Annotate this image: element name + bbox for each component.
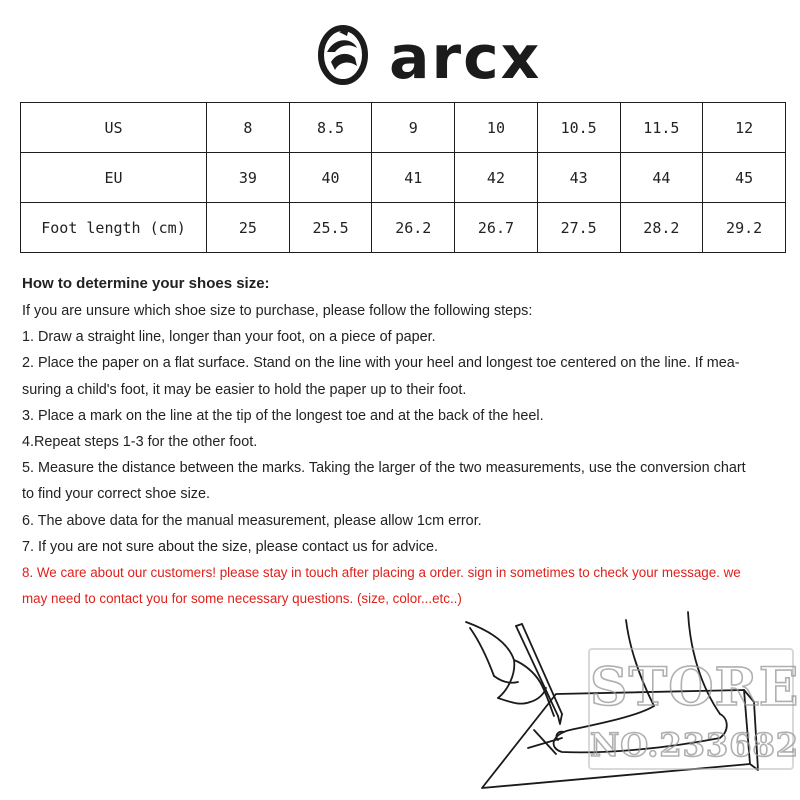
instruction-step: 6. The above data for the manual measurement, please allow 1cm error.	[22, 512, 482, 529]
instructions-heading: How to determine your shoes size:	[22, 275, 270, 292]
table-cell: 43	[537, 153, 620, 203]
table-cell: 42	[455, 153, 538, 203]
instruction-step: 1. Draw a straight line, longer than your foot, on a piece of paper.	[22, 329, 436, 346]
table-cell: 39	[207, 153, 290, 203]
watermark-store-text: STORE	[590, 657, 800, 718]
instruction-step: 4.Repeat steps 1-3 for the other foot.	[22, 434, 258, 451]
table-cell: 10.5	[537, 103, 620, 153]
table-cell: 9	[372, 103, 455, 153]
table-cell: 44	[620, 153, 703, 203]
table-cell: 26.2	[372, 203, 455, 253]
table-cell: 45	[703, 153, 786, 203]
arcx-logo-mark	[313, 22, 573, 90]
table-cell: 25	[207, 203, 290, 253]
table-cell: 12	[703, 103, 786, 153]
table-cell: 8	[207, 103, 290, 153]
instruction-step: 7. If you are not sure about the size, please contact us for advice.	[22, 538, 438, 555]
table-row-us	[21, 103, 786, 153]
row-label: EU	[21, 153, 207, 203]
instructions-intro: If you are unsure which shoe size to purchase, please follow the following steps:	[22, 303, 533, 319]
table-row-eu	[21, 153, 786, 203]
table-cell: 26.7	[455, 203, 538, 253]
table-cell: 40	[289, 153, 372, 203]
table-cell: 41	[372, 153, 455, 203]
instruction-step: 2. Place the paper on a flat surface. Stand on the line with your heel and longest toe centered on the line. If mea-	[22, 355, 740, 372]
table-cell: 8.5	[289, 103, 372, 153]
table-cell: 29.2	[703, 203, 786, 253]
logo-wordmark: arcx	[389, 23, 542, 90]
table-cell: 10	[455, 103, 538, 153]
customer-notice: 8. We care about our customers! please stay in touch after placing a order. sign in sometimes to check your message. we	[22, 565, 741, 581]
table-cell: 27.5	[537, 203, 620, 253]
row-label: Foot length (cm)	[21, 203, 207, 253]
table-cell: 11.5	[620, 103, 703, 153]
measuring-drawing-icon	[458, 602, 784, 794]
customer-notice: may need to contact you for some necessary questions. (size, color...etc..)	[22, 591, 462, 607]
table-cell: 28.2	[620, 203, 703, 253]
size-instructions	[22, 270, 782, 612]
row-label: US	[21, 103, 207, 153]
watermark-store-number: NO.233682	[590, 726, 799, 764]
size-chart-table	[20, 102, 786, 253]
table-cell: 25.5	[289, 203, 372, 253]
instruction-step: 3. Place a mark on the line at the tip of the longest toe and at the back of the heel.	[22, 407, 544, 424]
table-row-foot-length	[21, 203, 786, 253]
foot-measuring-illustration	[458, 602, 784, 794]
instruction-step: suring a child's foot, it may be easier to hold the paper up to their foot.	[22, 381, 467, 398]
instruction-step: to find your correct shoe size.	[22, 486, 210, 503]
instruction-step: 5. Measure the distance between the marks. Taking the larger of the two measurements, use the conversion chart	[22, 460, 746, 477]
brand-logo	[313, 22, 573, 90]
